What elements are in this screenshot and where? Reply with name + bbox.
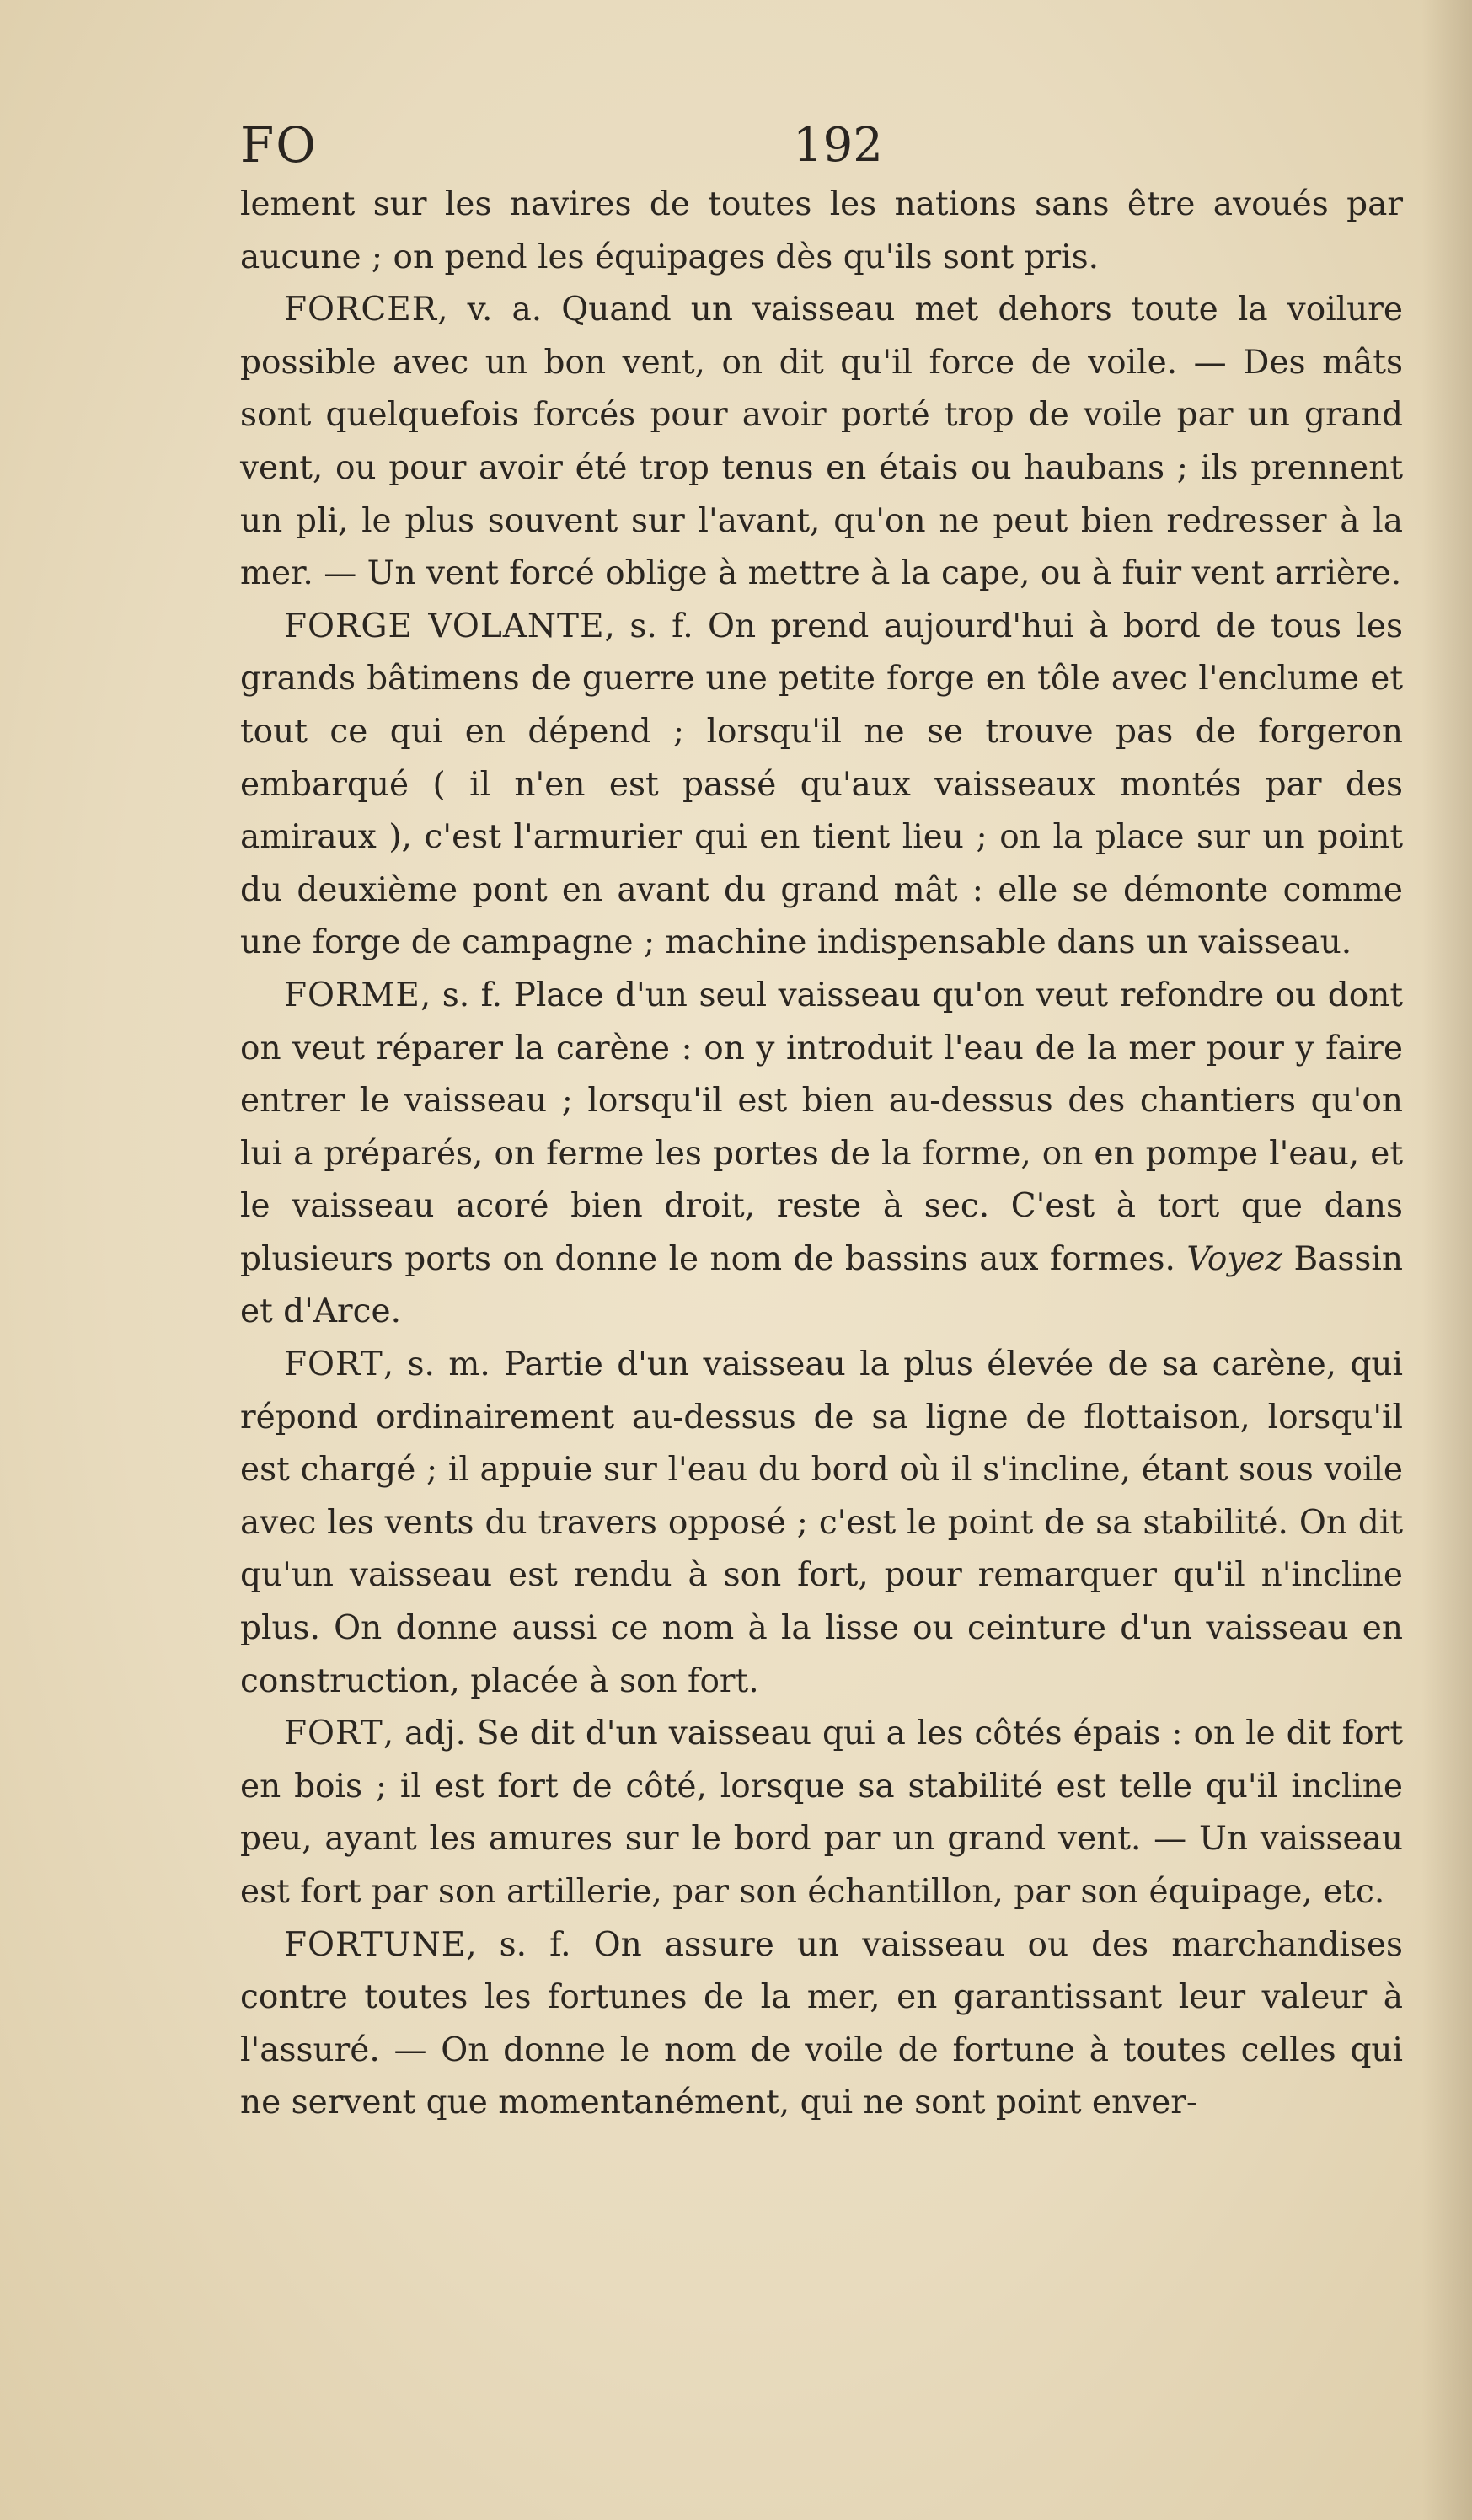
entry-headword: FORTUNE bbox=[284, 1925, 467, 1964]
entry-pos: s. f. bbox=[442, 976, 503, 1014]
entry-forge-volante: FORGE VOLANTE, s. f. On prend aujourd'hui à bord de tous les grands bâtimens de guerre une petite forge en tôle avec l'enclume et tout ce qui en dépend ; lorsqu'il ne se trouve pas de forgeron embarqué ( il n'en est passé qu'aux vaisseaux montés par des amiraux ), c'est l'armurier qui en tient lieu ; on la place sur un point du deuxième pont en avant du grand mât : elle se démonte comme une forge de campagne ; machine indispensable dans un vaisseau. bbox=[240, 607, 1404, 962]
entry-text: Quand un vaisseau met dehors toute la voilure possible avec un bon vent, on dit qu'il force de voile. — Des mâts sont quelquefois forcés pour avoir porté trop de voile par un grand vent, ou pour avoir été trop tenus en étais ou haubans ; ils prennent un pli, le plus souvent sur l'avant, qu'on ne peut bien redresser à la mer. — Un vent forcé oblige à mettre à la cape, ou à fuir vent arrière. bbox=[240, 291, 1403, 593]
entry-pos: s. f. bbox=[629, 607, 693, 645]
running-head-word: FO bbox=[240, 116, 318, 174]
entry-pos: s. m. bbox=[407, 1346, 490, 1384]
entry-text: Partie d'un vaisseau la plus élevée de sa carène, qui répond ordinairement au-dessus de sa ligne de flottaison, lorsqu'il est chargé ; il appuie sur l'eau du bord où il s'incline, étant sous voile avec les vents du travers opposé ; c'est le point de sa stabilité. On dit qu'un vaisseau est rendu à son fort, pour remarquer qu'il n'incline plus. On donne aussi ce nom à la lisse ou ceinture d'un vaisseau en construction, placée à son fort. bbox=[240, 1346, 1404, 1700]
running-head bbox=[240, 116, 1403, 184]
entry-headword: FORGE VOLANTE bbox=[284, 607, 605, 645]
entry-headword: FORME bbox=[284, 976, 420, 1014]
entry-fortune: FORTUNE, s. f. On assure un vaisseau ou des marchandises contre toutes les fortunes de la mer, en garantissant leur valeur à l'assuré. — On donne le nom de voile de fortune à toutes celles qui ne servent que momentanément, qui ne sont point enver- bbox=[240, 1925, 1403, 2122]
entry-fort-adj: FORT, adj. Se dit d'un vaisseau qui a les côtés épais : on le dit fort en bois ; il est fort de côté, lorsque sa stabilité est telle qu'il incline peu, ayant les amures sur le bord par un grand vent. — Un vaisseau est fort par son artillerie, par son échantillon, par son équipage, etc. bbox=[240, 1715, 1403, 1911]
text-block bbox=[240, 179, 1403, 2130]
continuation-paragraph: lement sur les navires de toutes les nations sans être avoués par aucune ; on pend les équipages dès qu'ils sont pris. bbox=[240, 185, 1403, 276]
entry-headword: FORT bbox=[284, 1715, 383, 1753]
page-number: 192 bbox=[793, 118, 883, 173]
entry-forme: FORME, s. f. Place d'un seul vaisseau qu'on veut refondre ou dont on veut réparer la carène : on y introduit l'eau de la mer pour y faire entrer le vaisseau ; lorsqu'il est bien au-dessus des chantiers qu'on lui a préparés, on ferme les portes de la forme, on en pompe l'eau, et le vaisseau acoré bien droit, reste à sec. C'est à tort que dans plusieurs ports on donne le nom de bassins aux formes. Voyez Bassin et d'Arce. bbox=[240, 976, 1403, 1331]
page-edge-shadow bbox=[1421, 0, 1472, 2520]
entry-text: On prend aujourd'hui à bord de tous les grands bâtimens de guerre une petite forge en tôle avec l'enclume et tout ce qui en dépend ; lorsqu'il ne se trouve pas de forgeron embarqué ( il n'en est passé qu'aux vaisseaux montés par des amiraux ), c'est l'armurier qui en tient lieu ; on la place sur un point du deuxième pont en avant du grand mât : elle se démonte comme une forge de campagne ; machine indispensable dans un vaisseau. bbox=[240, 607, 1404, 962]
entry-see-text: Bassin et d'Arce. bbox=[240, 1239, 1403, 1331]
entry-headword: FORCER bbox=[284, 291, 438, 329]
entry-text: On assure un vaisseau ou des marchandises contre toutes les fortunes de la mer, en garantissant leur valeur à l'assuré. — On donne le nom de voile de fortune à toutes celles qui ne servent que momentanément, qui ne sont point enver- bbox=[240, 1925, 1403, 2122]
entry-see-label: Voyez bbox=[1186, 1239, 1283, 1278]
entry-pos: s. f. bbox=[499, 1925, 571, 1964]
entry-headword: FORT bbox=[284, 1346, 383, 1384]
entry-text: Place d'un seul vaisseau qu'on veut refondre ou dont on veut réparer la carène : on y introduit l'eau de la mer pour y faire entrer le vaisseau ; lorsqu'il est bien au-dessus des chantiers qu'on lui a préparés, on ferme les portes de la forme, on en pompe l'eau, et le vaisseau acoré bien droit, reste à sec. C'est à tort que dans plusieurs ports on donne le nom de bassins aux formes. bbox=[240, 976, 1403, 1278]
entry-fort-noun: FORT, s. m. Partie d'un vaisseau la plus élevée de sa carène, qui répond ordinairement au-dessus de sa ligne de flottaison, lorsqu'il est chargé ; il appuie sur l'eau du bord où il s'incline, étant sous voile avec les vents du travers opposé ; c'est le point de sa stabilité. On dit qu'un vaisseau est rendu à son fort, pour remarquer qu'il n'incline plus. On donne aussi ce nom à la lisse ou ceinture d'un vaisseau en construction, placée à son fort. bbox=[240, 1346, 1404, 1700]
entry-pos: adj. bbox=[404, 1715, 466, 1753]
entry-pos: v. a. bbox=[467, 291, 543, 329]
entry-forcer: FORCER, v. a. Quand un vaisseau met dehors toute la voilure possible avec un bon vent, on dit qu'il force de voile. — Des mâts sont quelquefois forcés pour avoir porté trop de voile par un grand vent, ou pour avoir été trop tenus en étais ou haubans ; ils prennent un pli, le plus souvent sur l'avant, qu'on ne peut bien redresser à la mer. — Un vent forcé oblige à mettre à la cape, ou à fuir vent arrière. bbox=[240, 291, 1403, 593]
entry-text: Se dit d'un vaisseau qui a les côtés épais : on le dit fort en bois ; il est fort de côté, lorsque sa stabilité est telle qu'il incline peu, ayant les amures sur le bord par un grand vent. — Un vaisseau est fort par son artillerie, par son échantillon, par son équipage, etc. bbox=[240, 1715, 1403, 1911]
